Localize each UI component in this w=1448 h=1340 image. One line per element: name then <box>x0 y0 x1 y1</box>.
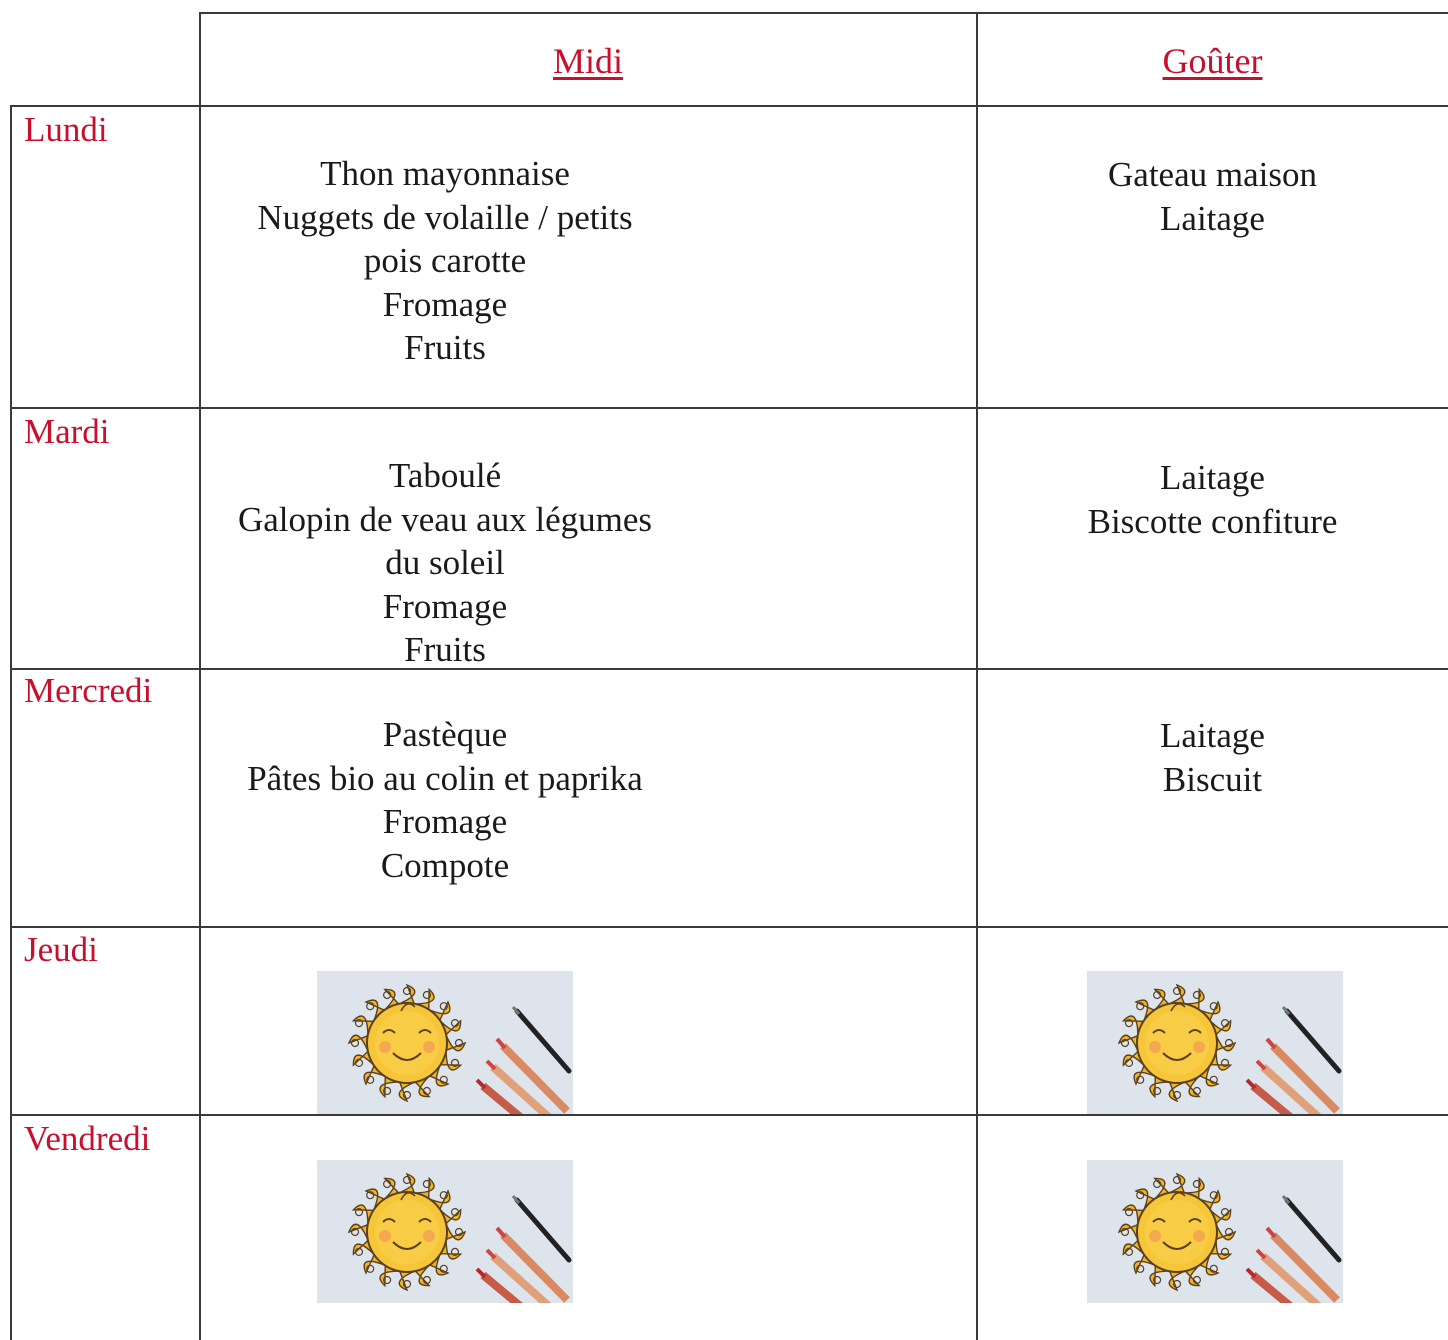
menu-item: Fromage <box>382 284 508 324</box>
menu-item: Biscuit <box>1162 759 1263 799</box>
left-border <box>10 105 12 1340</box>
menu-item: du soleil <box>385 543 505 582</box>
header-top-border <box>199 12 1448 14</box>
menu-item: Nuggets de volaille / petits <box>257 197 633 237</box>
mardi-gouter-menu <box>977 456 1448 543</box>
menu-item: Galopin de veau aux légumes <box>237 499 653 539</box>
row-border-1 <box>10 105 1448 107</box>
day-label-mardi: Mardi <box>24 412 110 451</box>
vendredi-gouter-sun-image <box>1087 1160 1343 1303</box>
header-midi: Midi <box>552 41 623 81</box>
row-border-5 <box>10 1114 1448 1116</box>
mercredi-gouter-menu <box>977 714 1448 801</box>
menu-item: pois carotte <box>363 241 527 280</box>
row-border-2 <box>10 407 1448 409</box>
menu-item: Taboulé <box>388 456 502 495</box>
lundi-midi-menu <box>200 152 690 370</box>
menu-item: Thon mayonnaise <box>320 154 570 193</box>
menu-item: Gateau maison <box>1108 155 1317 194</box>
menu-item: Biscotte confiture <box>1087 501 1338 541</box>
menu-item: Compote <box>380 845 510 885</box>
menu-item: Fruits <box>404 630 486 669</box>
day-label-vendredi: Vendredi <box>24 1119 151 1158</box>
jeudi-midi-sun-image <box>317 971 573 1114</box>
vendredi-midi-sun-image <box>317 1160 573 1303</box>
day-label-lundi: Lundi <box>24 110 108 149</box>
row-border-4 <box>10 926 1448 928</box>
lundi-gouter-menu <box>977 153 1448 240</box>
jeudi-gouter-sun-image <box>1087 971 1343 1114</box>
menu-item: Fromage <box>382 586 508 626</box>
menu-item: Laitage <box>1160 198 1265 238</box>
menu-item: Laitage <box>1160 458 1265 497</box>
header-gouter: Goûter <box>1162 41 1263 81</box>
mardi-midi-menu <box>200 454 690 672</box>
menu-item: Pastèque <box>382 715 508 754</box>
menu-item: Fruits <box>404 328 486 367</box>
menu-item: Fromage <box>382 802 508 841</box>
mercredi-midi-menu <box>200 713 690 887</box>
menu-item: Laitage <box>1160 716 1265 755</box>
day-label-mercredi: Mercredi <box>24 671 153 710</box>
menu-item: Pâtes bio au colin et paprika <box>247 758 643 798</box>
day-label-jeudi: Jeudi <box>24 930 98 969</box>
